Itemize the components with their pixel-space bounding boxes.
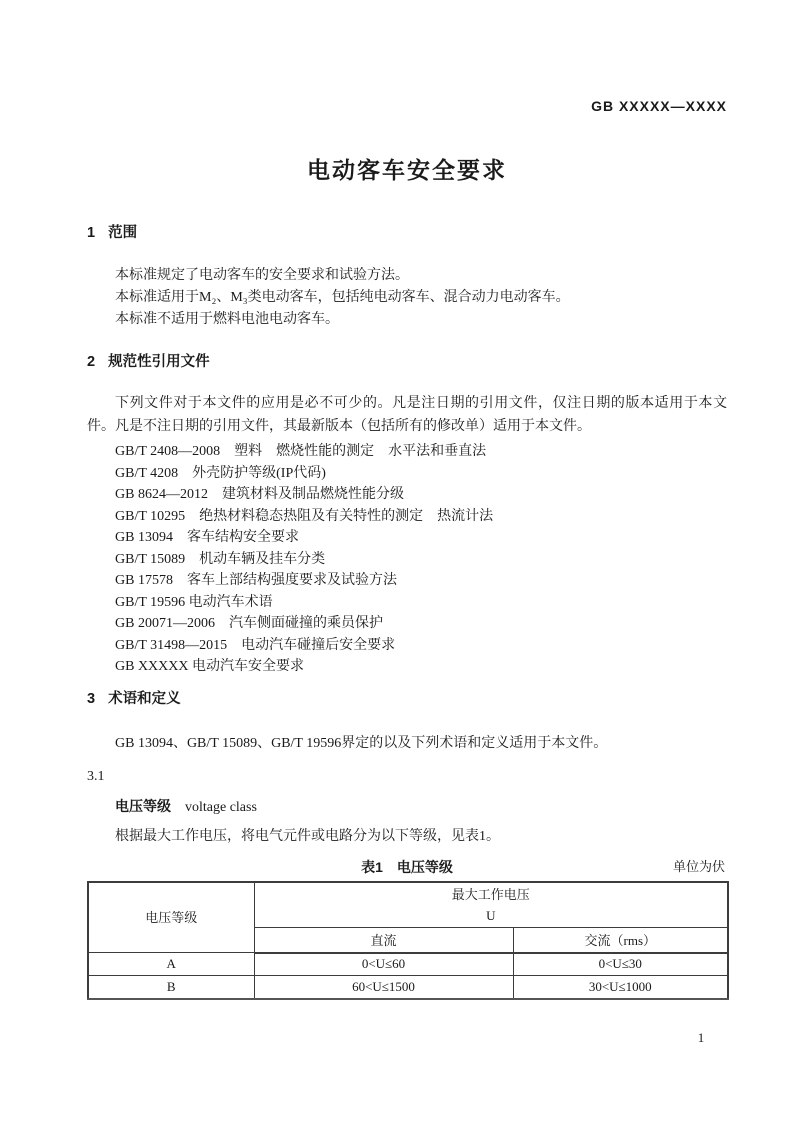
- table-row: [88, 953, 728, 976]
- reference-item: GB/T 2408—2008 塑料 燃烧性能的测定 水平法和垂直法: [115, 444, 487, 459]
- section-3-title: 术语和定义: [108, 690, 181, 707]
- reference-item: GB/T 4208 外壳防护等级(IP代码): [115, 465, 326, 481]
- table-header-voltage-symbol: U: [486, 907, 496, 923]
- voltage-class-table: [87, 881, 729, 1000]
- reference-item: GB 8624—2012 建筑材料及制品燃烧性能分级: [115, 487, 404, 502]
- section-1-number: 1: [87, 225, 96, 241]
- reference-item: GB/T 31498—2015 电动汽车碰撞后安全要求: [115, 637, 396, 653]
- reference-item: GB/T 15089 机动车辆及挂车分类: [115, 551, 326, 567]
- cell-class-a: A: [88, 953, 254, 976]
- reference-item: GB 17578 客车上部结构强度要求及试验方法: [115, 573, 397, 588]
- table-caption-row: [87, 858, 727, 876]
- term-name-chinese: 电压等级: [115, 797, 171, 814]
- section-3-number: 3: [87, 690, 96, 707]
- references-intro: 下列文件对于本文件的应用是必不可少的。凡是注日期的引用文件，仅注日期的版本适用于本文件。凡是不注日期的引用文件，其最新版本（包括所有的修改单）适用于本文件。: [87, 396, 727, 434]
- table-header-ac: 交流（rms）: [513, 927, 728, 953]
- reference-item: GB/T 19596 电动汽车术语: [115, 594, 273, 610]
- reference-item: GB/T 10295 绝热材料稳态热阻及有关特性的测定 热流计法: [115, 508, 494, 524]
- references-list: [87, 441, 727, 678]
- term-name-english: voltage class: [185, 799, 257, 815]
- standard-number: GB XXXXX—XXXX: [591, 98, 727, 114]
- table-row: [88, 976, 728, 999]
- term-definition-text: 根据最大工作电压，将电气元件或电路分为以下等级，见表1。: [115, 828, 500, 844]
- table-header-voltage-class: 电压等级: [88, 882, 254, 953]
- section-1-title: 范围: [108, 225, 138, 241]
- section-2-title: 规范性引用文件: [108, 354, 210, 370]
- page-number: 1: [697, 1030, 705, 1045]
- section-1-heading: [87, 225, 727, 241]
- table-unit-note: 单位为伏: [672, 858, 725, 874]
- term-number: 3.1: [87, 768, 105, 784]
- document-title: 电动客车安全要求: [307, 157, 507, 183]
- reference-item: GB 13094 客车结构安全要求: [115, 530, 299, 545]
- cell-class-b-ac-range: 30<U≤1000: [513, 976, 728, 999]
- reference-item: GB XXXXX 电动汽车安全要求: [115, 659, 304, 674]
- cell-class-a-dc-range: 0<U≤60: [254, 953, 513, 976]
- section-2-number: 2: [87, 354, 96, 370]
- scope-paragraph: 本标准适用于M₂、M₃类电动客车，包括纯电动客车、混合动力电动客车。: [115, 290, 570, 305]
- terms-intro: GB 13094、GB/T 15089、GB/T 19596界定的以及下列术语和定义适用于本文件。: [115, 735, 608, 751]
- cell-class-a-ac-range: 0<U≤30: [513, 953, 728, 976]
- table-caption: 表1 电压等级: [361, 858, 453, 875]
- table-header-max-voltage-label: 最大工作电压: [451, 886, 530, 902]
- term-definition-line: [115, 795, 727, 819]
- section-3-heading: [87, 691, 727, 707]
- table-header-max-working-voltage: [254, 882, 728, 928]
- cell-class-b-dc-range: 60<U≤1500: [254, 976, 513, 999]
- scope-paragraph: 本标准规定了电动客车的安全要求和试验方法。: [115, 268, 409, 283]
- cell-class-b: B: [88, 976, 254, 999]
- section-2-heading: [87, 354, 727, 370]
- scope-paragraph: 本标准不适用于燃料电池电动客车。: [115, 312, 339, 327]
- table-header-dc: 直流: [254, 927, 513, 953]
- reference-item: GB 20071—2006 汽车侧面碰撞的乘员保护: [115, 616, 383, 631]
